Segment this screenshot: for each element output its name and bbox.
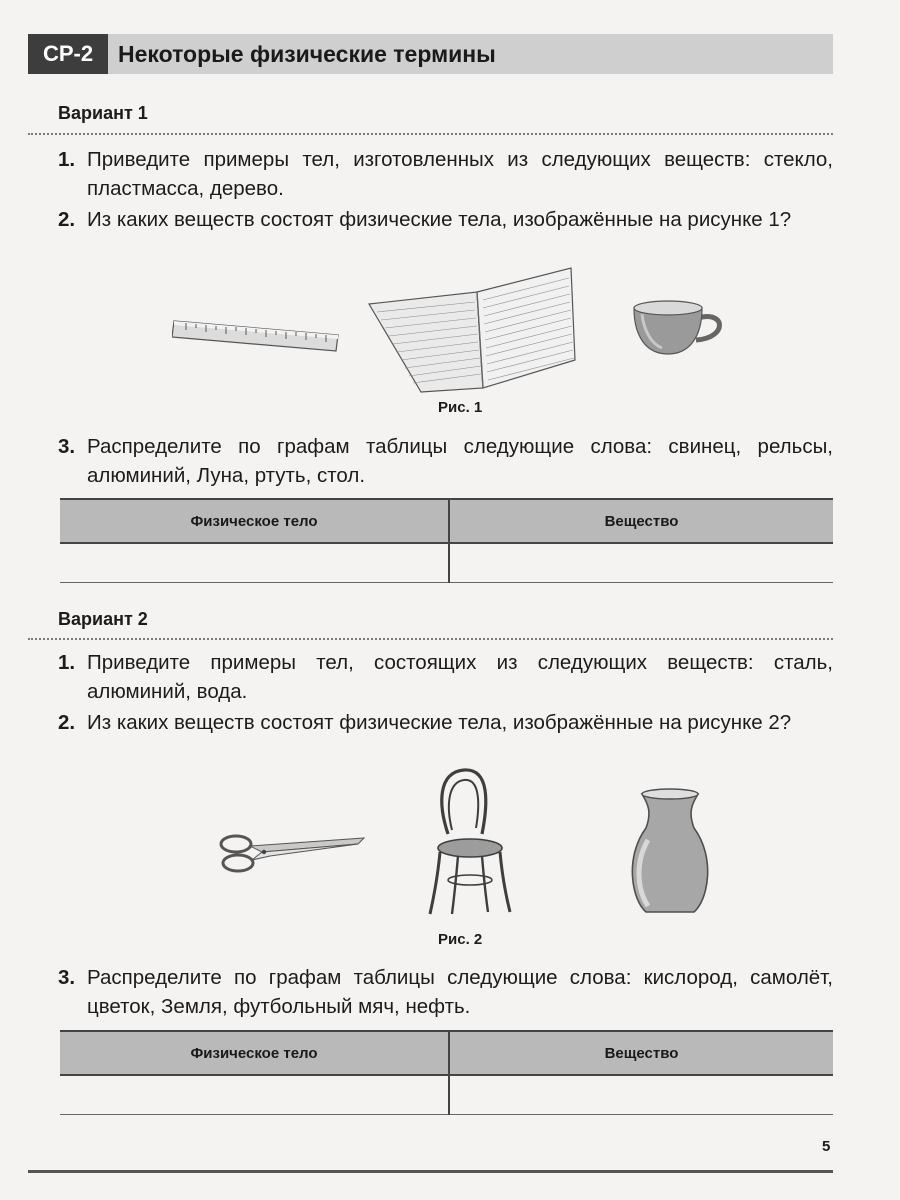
table-cell[interactable] [60, 543, 449, 583]
question-text: Из каких веществ состоят физические тела, изображённые на рисунке 2? [87, 711, 792, 734]
question-number: 2. [58, 208, 76, 231]
v2-question-3 [58, 963, 833, 1021]
scissors-icon [218, 832, 366, 876]
table-cell[interactable] [449, 1075, 833, 1115]
footer-rule [28, 1170, 833, 1173]
question-number: 3. [58, 435, 76, 458]
table-cell[interactable] [60, 1075, 449, 1115]
page-title: Некоторые физические термины [108, 34, 833, 74]
v2-sorting-table [60, 1030, 833, 1115]
variant-1-title: Вариант 1 [58, 103, 148, 123]
question-text: Распределите по графам таблицы следующие слова: кислород, самолёт, цветок, Земля, футбольный мяч, нефть. [87, 966, 833, 1018]
question-number: 1. [58, 148, 76, 171]
v1-question-3 [58, 432, 833, 490]
divider [28, 133, 833, 135]
page-number: 5 [822, 1138, 831, 1155]
v1-sorting-table [60, 498, 833, 583]
cup-icon [630, 300, 730, 358]
table-cell[interactable] [449, 543, 833, 583]
question-text: Распределите по графам таблицы следующие слова: свинец, рельсы, алюминий, Луна, ртуть, стол. [87, 435, 833, 487]
column-header-body: Физическое тело [60, 499, 449, 543]
question-text: Из каких веществ состоят физические тела, изображённые на рисунке 1? [87, 208, 792, 231]
notebook-icon [365, 262, 577, 394]
question-text: Приведите примеры тел, изготовленных из следующих веществ: стекло, пластмасса, дерево. [87, 148, 833, 200]
v1-question-1 [58, 145, 833, 203]
question-number: 2. [58, 711, 76, 734]
v2-question-1 [58, 648, 833, 706]
v1-question-2 [58, 205, 833, 234]
column-header-substance: Вещество [449, 499, 833, 543]
divider [28, 638, 833, 640]
ruler-icon [172, 315, 342, 357]
column-header-body: Физическое тело [60, 1031, 449, 1075]
figure-2-caption: Рис. 2 [438, 931, 483, 948]
question-number: 3. [58, 966, 76, 989]
variant-2-title: Вариант 2 [58, 609, 148, 629]
section-label: СР-2 [28, 34, 108, 74]
chair-icon [424, 764, 516, 916]
column-header-substance: Вещество [449, 1031, 833, 1075]
v2-question-2 [58, 708, 833, 737]
question-text: Приведите примеры тел, состоящих из следующих веществ: сталь, алюминий, вода. [87, 651, 833, 703]
vase-icon [622, 788, 718, 916]
figure-1-caption: Рис. 1 [438, 399, 483, 416]
question-number: 1. [58, 651, 76, 674]
